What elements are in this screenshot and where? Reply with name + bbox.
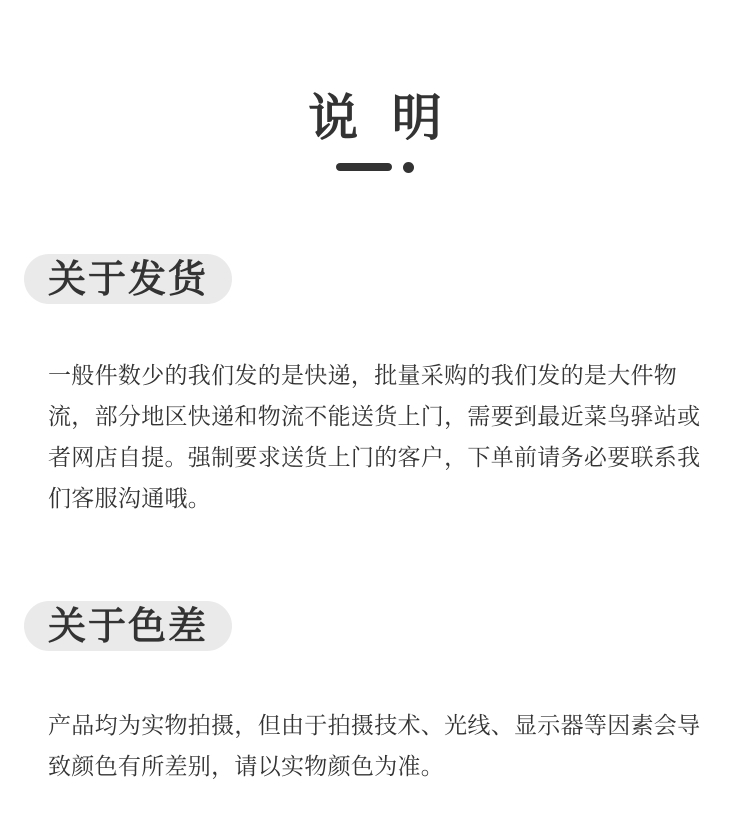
section-body-shipping: 一般件数少的我们发的是快递，批量采购的我们发的是大件物流，部分地区快递和物流不能送货上门，需要到最近菜鸟驿站或者网店自提。强制要求送货上门的客户，下单前请务必要联系我们客服沟通哦。 <box>48 363 701 512</box>
title-underline-bar <box>336 163 392 171</box>
section-heading-color-difference <box>24 601 232 651</box>
section-heading-color-difference-label: 关于色差 <box>48 604 209 648</box>
section-heading-shipping <box>24 254 232 304</box>
section-body-color-difference: 产品均为实物拍摄，但由于拍摄技术、光线、显示器等因素会导致颜色有所差别，请以实物颜色为准。 <box>48 713 701 780</box>
section-heading-shipping-label: 关于发货 <box>48 257 209 301</box>
title-underline-dot <box>403 162 414 173</box>
page-title: 说 明 <box>308 89 450 147</box>
